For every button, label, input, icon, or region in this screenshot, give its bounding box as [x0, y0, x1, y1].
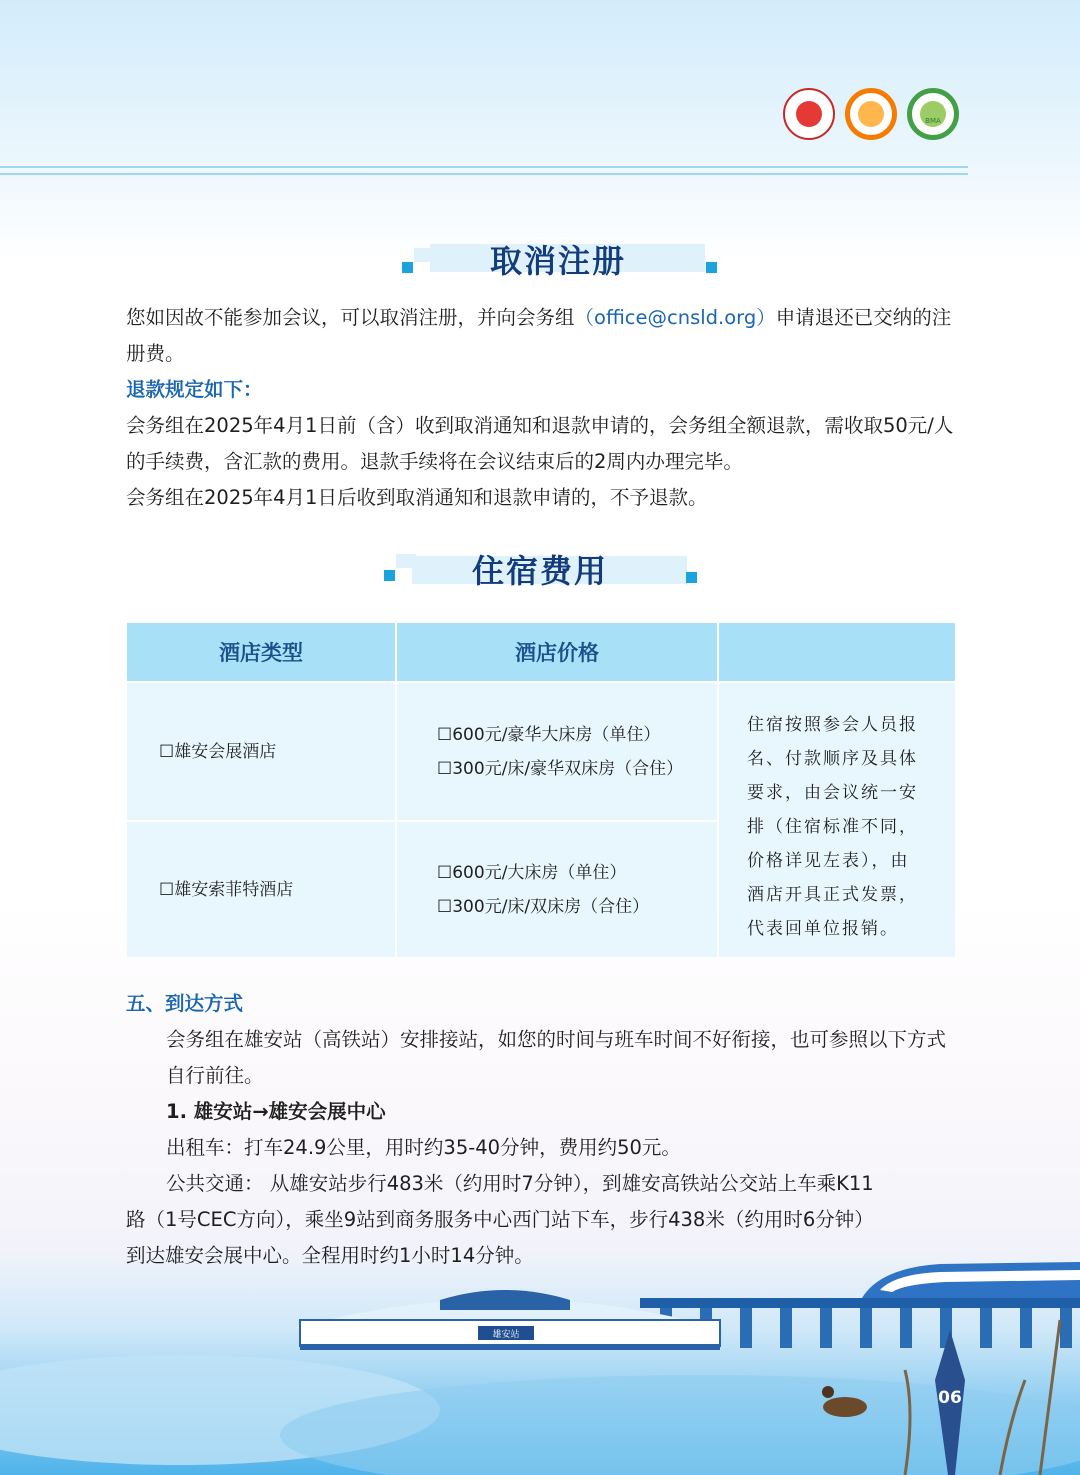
refund-rule-1: 会务组在2025年4月1日前（含）收到取消通知和退款申请的，会务组全额退款，需收取50元/人的手续费，含汇款的费用。退款手续将在会议结束后的2周内办理完毕。 [126, 414, 954, 473]
lodging-title: 住宿费用 [471, 552, 608, 590]
refund-heading: 退款规定如下： [126, 378, 263, 401]
hotel-prices-2 [397, 822, 717, 957]
cancel-intro-before: 您如因故不能参加会议，可以取消注册，并向会务组 [126, 306, 575, 329]
header-hotel-price: 酒店价格 [397, 623, 717, 681]
note-line: 住宿按照参会人员报 [747, 715, 918, 735]
cancel-intro [126, 300, 956, 372]
note-line: 要求，由会议统一安 [747, 783, 918, 803]
hotel-name-1: ☐雄安会展酒店 [127, 683, 395, 820]
taxi-info: 出租车：打车24.9公里，用时约35-40分钟，费用约50元。 [166, 1136, 681, 1159]
page-number: 06 [938, 1388, 962, 1408]
lodging-table [127, 623, 955, 957]
cancel-section-title [0, 232, 1080, 292]
cnsld-logo [783, 88, 835, 140]
price-option: ☐600元/豪华大床房（单住） [437, 724, 661, 745]
transit-line-1: 公共交通： 从雄安站步行483米（约用时7分钟），到雄安高铁站公交站上车乘K11 [166, 1172, 874, 1195]
route-title: 1. 雄安站→雄安会展中心 [166, 1100, 386, 1123]
header-hotel-type: 酒店类型 [127, 623, 395, 681]
note-line: 名、付款顺序及具体 [747, 749, 918, 769]
transit-line-3: 到达雄安会展中心。全程用时约1小时14分钟。 [126, 1244, 534, 1267]
station-sign: 雄安站 [492, 1330, 520, 1340]
station-illustration [0, 1260, 1080, 1475]
refund-rule-2: 会务组在2025年4月1日后收到取消通知和退款申请的，不予退款。 [126, 486, 708, 509]
header-notes [719, 623, 955, 681]
arrival-heading: 五、到达方式 [126, 992, 244, 1015]
price-option: ☐600元/大床房（单住） [437, 862, 627, 883]
note-line: 代表回单位报销。 [747, 919, 899, 939]
hotel-name-2: ☐雄安索菲特酒店 [127, 822, 395, 957]
header-logos [783, 88, 959, 140]
note-line: 排（住宿标准不同， [747, 817, 918, 837]
bma-logo-mark: BMA [925, 117, 941, 125]
hotel-prices-1 [397, 683, 717, 820]
liver-society-logo [845, 88, 897, 140]
price-option: ☐300元/床/双床房（合住） [437, 896, 650, 917]
transit-line-2: 路（1号CEC方向），乘坐9站到商务服务中心西门站下车，步行438米（约用时6分钟） [126, 1208, 874, 1231]
office-email-link[interactable]: （office@cnsld.org） [574, 306, 776, 329]
lodging-section-title [0, 542, 1080, 602]
note-line: 酒店开具正式发票， [747, 885, 918, 905]
arrival-intro: 会务组在雄安站（高铁站）安排接站，如您的时间与班车时间不好衔接，也可参照以下方式自行前往。 [166, 1028, 947, 1087]
header-rule-bottom [0, 173, 968, 175]
header-rule-top [0, 166, 968, 168]
cancel-title: 取消注册 [489, 242, 626, 280]
note-line: 价格详见左表），由 [747, 851, 910, 871]
arrival-section [126, 986, 956, 1274]
cancel-text [126, 300, 956, 516]
lodging-note [719, 683, 955, 957]
price-option: ☐300元/床/豪华双床房（合住） [437, 758, 684, 779]
bma-logo [907, 88, 959, 140]
cancel-intro-after: 申请退还已交纳的注册费。 [126, 306, 952, 365]
